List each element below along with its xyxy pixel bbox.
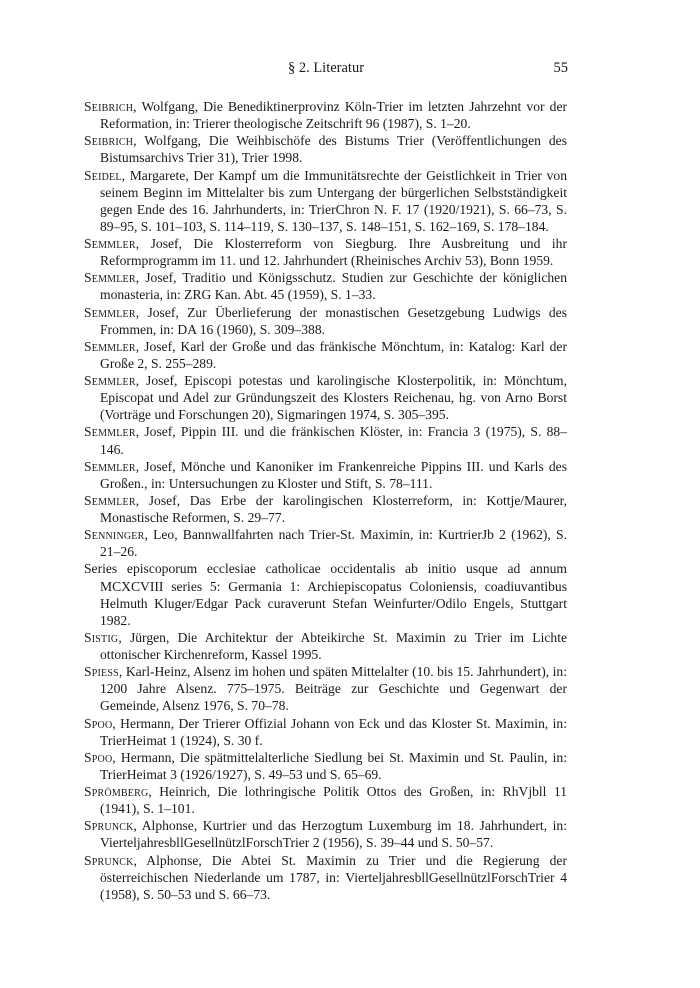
- entry-text: , Alphonse, Die Abtei St. Maximin zu Trier und die Regierung der österreichischen Niederlande um 1787, in: VierteljahresbllGesellnützlForschTrier 4 (1958), S. 50–53 und S. 66–73.: [100, 852, 567, 902]
- entry-text: , Wolfgang, Die Weihbischöfe des Bistums Trier (Veröffentlichungen des Bistumsarchivs Trier 31), Trier 1998.: [100, 133, 567, 166]
- entry-text: , Wolfgang, Die Benediktinerprovinz Köln-Trier im letzten Jahrzehnt vor der Reformation, in: Trierer theologische Zeitschrift 96 (1987), S. 1–20.: [100, 99, 567, 132]
- entry-text: , Josef, Pippin III. und die fränkischen Klöster, in: Francia 3 (1975), S. 88–146.: [100, 424, 567, 457]
- entry-text: , Josef, Traditio und Königsschutz. Studien zur Geschichte der königlichen monasteria, in: ZRG Kan. Abt. 45 (1959), S. 1–33.: [100, 270, 567, 303]
- bibliography-entry: [84, 749, 567, 783]
- entry-author: Semmler: [84, 373, 136, 388]
- entry-text: , Josef, Die Klosterreform von Siegburg. Ihre Ausbreitung und ihr Reformprogramm im 11. und 12. Jahrhundert (Rheinisches Archiv 53), Bonn 1959.: [100, 236, 567, 269]
- entry-author: Seibrich: [84, 99, 134, 114]
- entry-text: , Josef, Mönche und Kanoniker im Frankenreiche Pippins III. und Karls des Großen., in: Untersuchungen zu Kloster und Stift, S. 78–111.: [100, 458, 567, 491]
- entry-author: Sprunck: [84, 852, 134, 868]
- bibliography-entry: [84, 560, 567, 629]
- bibliography-entry: [84, 492, 567, 526]
- entry-text: , Hermann, Der Trierer Offizial Johann von Eck und das Kloster St. Maximin, in: TrierHeimat 1 (1924), S. 30 f.: [100, 715, 567, 748]
- bibliography-list: [84, 98, 567, 903]
- bibliography-entry: [84, 526, 567, 560]
- entry-author: Sistig: [84, 629, 119, 645]
- entry-text: , Josef, Karl der Große und das fränkische Mönchtum, in: Katalog: Karl der Große 2, S. 255–289.: [100, 338, 567, 371]
- bibliography-entry: [84, 372, 567, 423]
- entry-text: , Hermann, Die spätmittelalterliche Siedlung bei St. Maximin und St. Paulin, in: TrierHeimat 3 (1926/1927), S. 49–53 und S. 65–69.: [100, 749, 567, 782]
- bibliography-entry: [84, 629, 567, 663]
- entry-text: , Jürgen, Die Architektur der Abteikirche St. Maximin zu Trier im Lichte ottonischer Kirchenreform, Kassel 1995.: [100, 629, 567, 662]
- bibliography-entry: [84, 338, 567, 372]
- bibliography-entry: [84, 269, 567, 303]
- entry-author: Seibrich: [84, 133, 134, 149]
- page-number: 55: [553, 60, 568, 76]
- bibliography-entry: [84, 98, 567, 132]
- running-head: § 2. Literatur: [287, 60, 365, 76]
- entry-author: Semmler: [84, 236, 136, 251]
- page-header: [84, 60, 568, 80]
- entry-author: Seidel: [84, 167, 122, 183]
- bibliography-entry: [84, 423, 567, 457]
- entry-text: , Margarete, Der Kampf um die Immunitätsrechte der Geistlichkeit in Trier von seinem Beginn im Mittelalter bis zum Untergang der bürgerlichen Selbstständigkeit gegen Ende des 16. Jahrhunderts, in: TrierChron N. F. 17 (1920/1921), S. 66–73, S. 89–95, S. 101–103, S. 114–119, S. 130–137, S. 148–151, S. 162–169, S. 178–184.: [100, 167, 567, 234]
- entry-author: Spoo: [84, 715, 113, 731]
- entry-text: , Karl-Heinz, Alsenz im hohen und späten Mittelalter (10. bis 15. Jahrhundert), in: 1200 Jahre Alsenz. 775–1975. Beiträge zur Geschichte und Gegenwart der Gemeinde, Alsenz 1976, S. 70–78.: [100, 664, 567, 714]
- bibliography-entry: [84, 304, 567, 338]
- entry-author: Semmler: [84, 270, 136, 286]
- entry-author: Semmler: [84, 492, 136, 508]
- bibliography-entry: [84, 167, 567, 236]
- entry-author: Semmler: [84, 338, 136, 354]
- entry-author: Semmler: [84, 458, 136, 474]
- bibliography-entry: [84, 817, 567, 851]
- entry-text: , Josef, Episcopi potestas und karolingische Klosterpolitik, in: Mönchtum, Episcopat und Adel zur Gründungszeit des Klosters Reichenau, hg. von Arno Borst (Vorträge und Forschungen 20), Sigmaringen 1974, S. 305–395.: [100, 373, 567, 423]
- bibliography-entry: [84, 783, 567, 817]
- bibliography-entry: [84, 458, 567, 492]
- entry-author: Sprunck: [84, 818, 134, 834]
- entry-text: , Heinrich, Die lothringische Politik Ottos des Großen, in: RhVjbll 11 (1941), S. 1–101.: [100, 784, 567, 817]
- entry-text: , Leo, Bannwallfahrten nach Trier-St. Maximin, in: KurtrierJb 2 (1962), S. 21–26.: [100, 527, 567, 560]
- entry-author: Sprömberg: [84, 784, 149, 799]
- bibliography-entry: [84, 235, 567, 269]
- entry-author: Senninger: [84, 527, 145, 543]
- entry-text: , Josef, Zur Überlieferung der monastischen Gesetzgebung Ludwigs des Frommen, in: DA 16 (1960), S. 309–388.: [100, 304, 567, 337]
- bibliography-entry: [84, 852, 567, 903]
- bibliography-entry: [84, 132, 567, 166]
- entry-text: Series episcoporum ecclesiae catholicae occidentalis ab initio usque ad annum MCXCVIII series 5: Germania 1: Archiepiscopatus Coloniensis, coadiuvantibus Helmuth Kluger/Edgar Pack curaverunt Stefan Weinfurter/Odilo Engels, Stuttgart 1982.: [84, 561, 567, 628]
- entry-author: Semmler: [84, 424, 136, 440]
- entry-author: Spiess: [84, 664, 119, 680]
- entry-text: , Josef, Das Erbe der karolingischen Klosterreform, in: Kottje/Maurer, Monastische Reformen, S. 29–77.: [100, 492, 567, 525]
- entry-author: Semmler: [84, 304, 136, 320]
- entry-text: , Alphonse, Kurtrier und das Herzogtum Luxemburg im 18. Jahrhundert, in: VierteljahresbllGesellnützlForschTrier 2 (1956), S. 39–44 und S. 50–57.: [100, 818, 567, 851]
- entry-author: Spoo: [84, 749, 113, 765]
- bibliography-entry: [84, 663, 567, 714]
- bibliography-entry: [84, 715, 567, 749]
